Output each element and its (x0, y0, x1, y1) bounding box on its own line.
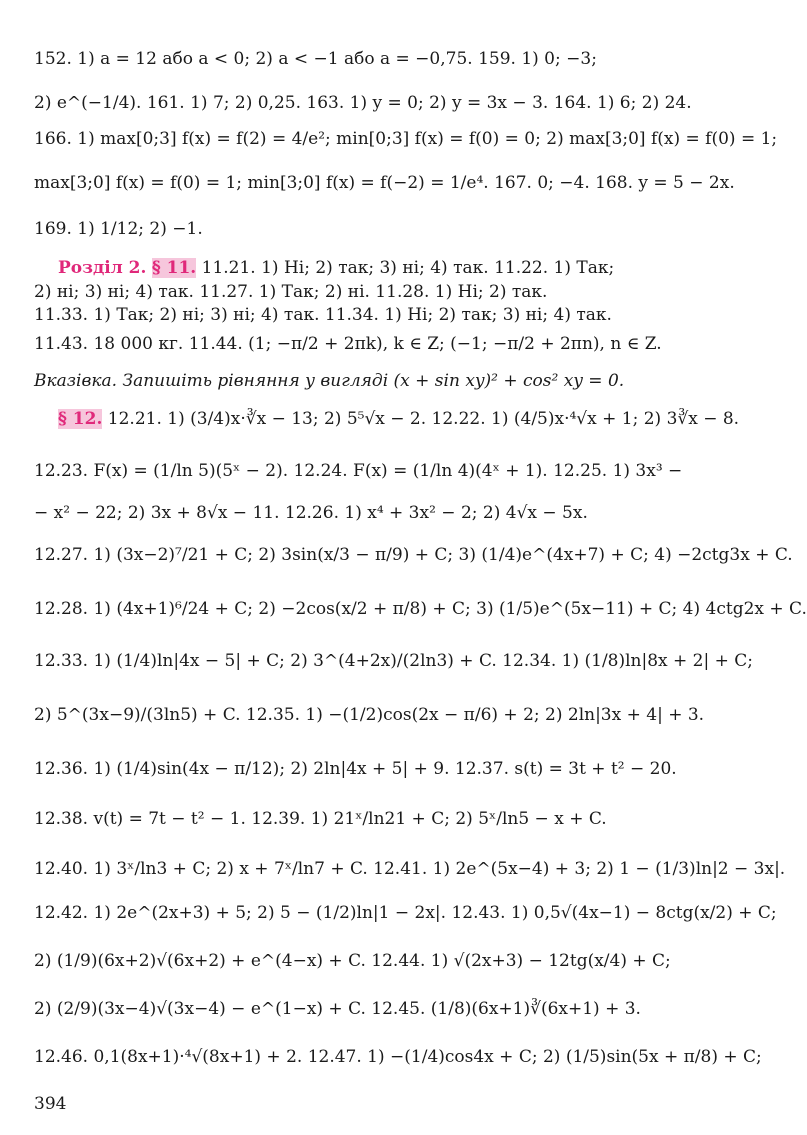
answer-line: 11.43. 18 000 кг. 11.44. (1; −π/2 + 2πk), k ∈ Z; (−1; −π/2 + 2πn), n ∈ Z. (34, 334, 662, 354)
answer-line: 2) (1/9)(6x+2)√(6x+2) + e^(4−x) + C. 12.44. 1) √(2x+3) − 12tg(x/4) + C; (34, 951, 671, 971)
answer-line: 2) e^(−1/4). 161. 1) 7; 2) 0,25. 163. 1) y = 0; 2) y = 3x − 3. 164. 1) 6; 2) 24. (34, 93, 692, 113)
answer-line: 2) ні; 3) ні; 4) так. 11.27. 1) Так; 2) ні. 11.28. 1) Ні; 2) так. (34, 282, 548, 302)
answer-line: 2) (2/9)(3x−4)√(3x−4) − e^(1−x) + C. 12.45. (1/8)(6x+1)∛(6x+1) + 3. (34, 999, 641, 1019)
answer-line: 12.33. 1) (1/4)ln|4x − 5| + C; 2) 3^(4+2x)/(2ln3) + C. 12.34. 1) (1/8)ln|8x + 2| + C; (34, 651, 754, 671)
answer-line: max[3;0] f(x) = f(0) = 1; min[3;0] f(x) = f(−2) = 1/e⁴. 167. 0; −4. 168. y = 5 − 2x. (34, 173, 735, 193)
answer-line: 166. 1) max[0;3] f(x) = f(2) = 4/e²; min[0;3] f(x) = f(0) = 0; 2) max[3;0] f(x) = f(0) = 1; (34, 129, 778, 149)
answer-text: 12.21. 1) (3/4)x·∛x − 13; 2) 5⁵√x − 2. 12.22. 1) (4/5)x·⁴√x + 1; 2) 3∛x − 8. (107, 409, 740, 429)
answer-line: − x² − 22; 2) 3x + 8√x − 11. 12.26. 1) x⁴ + 3x² − 2; 2) 4√x − 5x. (34, 503, 588, 523)
answer-line: 2) 5^(3x−9)/(3ln5) + C. 12.35. 1) −(1/2)cos(2x − π/6) + 2; 2) 2ln|3x + 4| + 3. (34, 705, 705, 725)
answer-line: 12.42. 1) 2e^(2x+3) + 5; 2) 5 − (1/2)ln|1 − 2x|. 12.43. 1) 0,5√(4x−1) − 8ctg(x/2) + C; (34, 903, 777, 923)
answer-line: 12.28. 1) (4x+1)⁶/24 + C; 2) −2cos(x/2 + π/8) + C; 3) (1/5)e^(5x−11) + C; 4) 4ctg2x + C. (34, 599, 807, 619)
answer-line: 152. 1) a = 12 або a < 0; 2) a < −1 або a = −0,75. 159. 1) 0; −3; (34, 49, 597, 69)
paragraph-11-link[interactable]: § 11. (151, 258, 197, 278)
answer-line: 12.46. 0,1(8x+1)·⁴√(8x+1) + 2. 12.47. 1) −(1/4)cos4x + C; 2) (1/5)sin(5x + π/8) + C; (34, 1047, 762, 1067)
answer-text: 11.21. 1) Ні; 2) так; 3) ні; 4) так. 11.22. 1) Так; (201, 258, 615, 278)
hint-line: Вказівка. Запишіть рівняння у вигляді (x + sin xy)² + cos² xy = 0. (34, 371, 625, 391)
answer-line: 12.27. 1) (3x−2)⁷/21 + C; 2) 3sin(x/3 − π/9) + C; 3) (1/4)e^(4x+7) + C; 4) −2ctg3x + C. (34, 545, 793, 565)
page-number: 394 (34, 1094, 67, 1114)
section-label: Розділ 2. (58, 258, 147, 278)
answer-line: 169. 1) 1/12; 2) −1. (34, 219, 203, 239)
answer-line: 12.36. 1) (1/4)sin(4x − π/12); 2) 2ln|4x + 5| + 9. 12.37. s(t) = 3t + t² − 20. (34, 759, 677, 779)
answer-line: 12.23. F(x) = (1/ln 5)(5ˣ − 2). 12.24. F(x) = (1/ln 4)(4ˣ + 1). 12.25. 1) 3x³ − (34, 461, 683, 481)
section-line (34, 408, 740, 430)
answer-line: 12.40. 1) 3ˣ/ln3 + C; 2) x + 7ˣ/ln7 + C. 12.41. 1) 2e^(5x−4) + 3; 2) 1 − (1/3)ln|2 − 3x|. (34, 859, 786, 879)
answer-line: 12.38. v(t) = 7t − t² − 1. 12.39. 1) 21ˣ/ln21 + C; 2) 5ˣ/ln5 − x + C. (34, 809, 607, 829)
paragraph-12-link[interactable]: § 12. (58, 409, 103, 429)
answer-line: 11.33. 1) Так; 2) ні; 3) ні; 4) так. 11.34. 1) Ні; 2) так; 3) ні; 4) так. (34, 305, 612, 325)
section-line (34, 257, 662, 279)
